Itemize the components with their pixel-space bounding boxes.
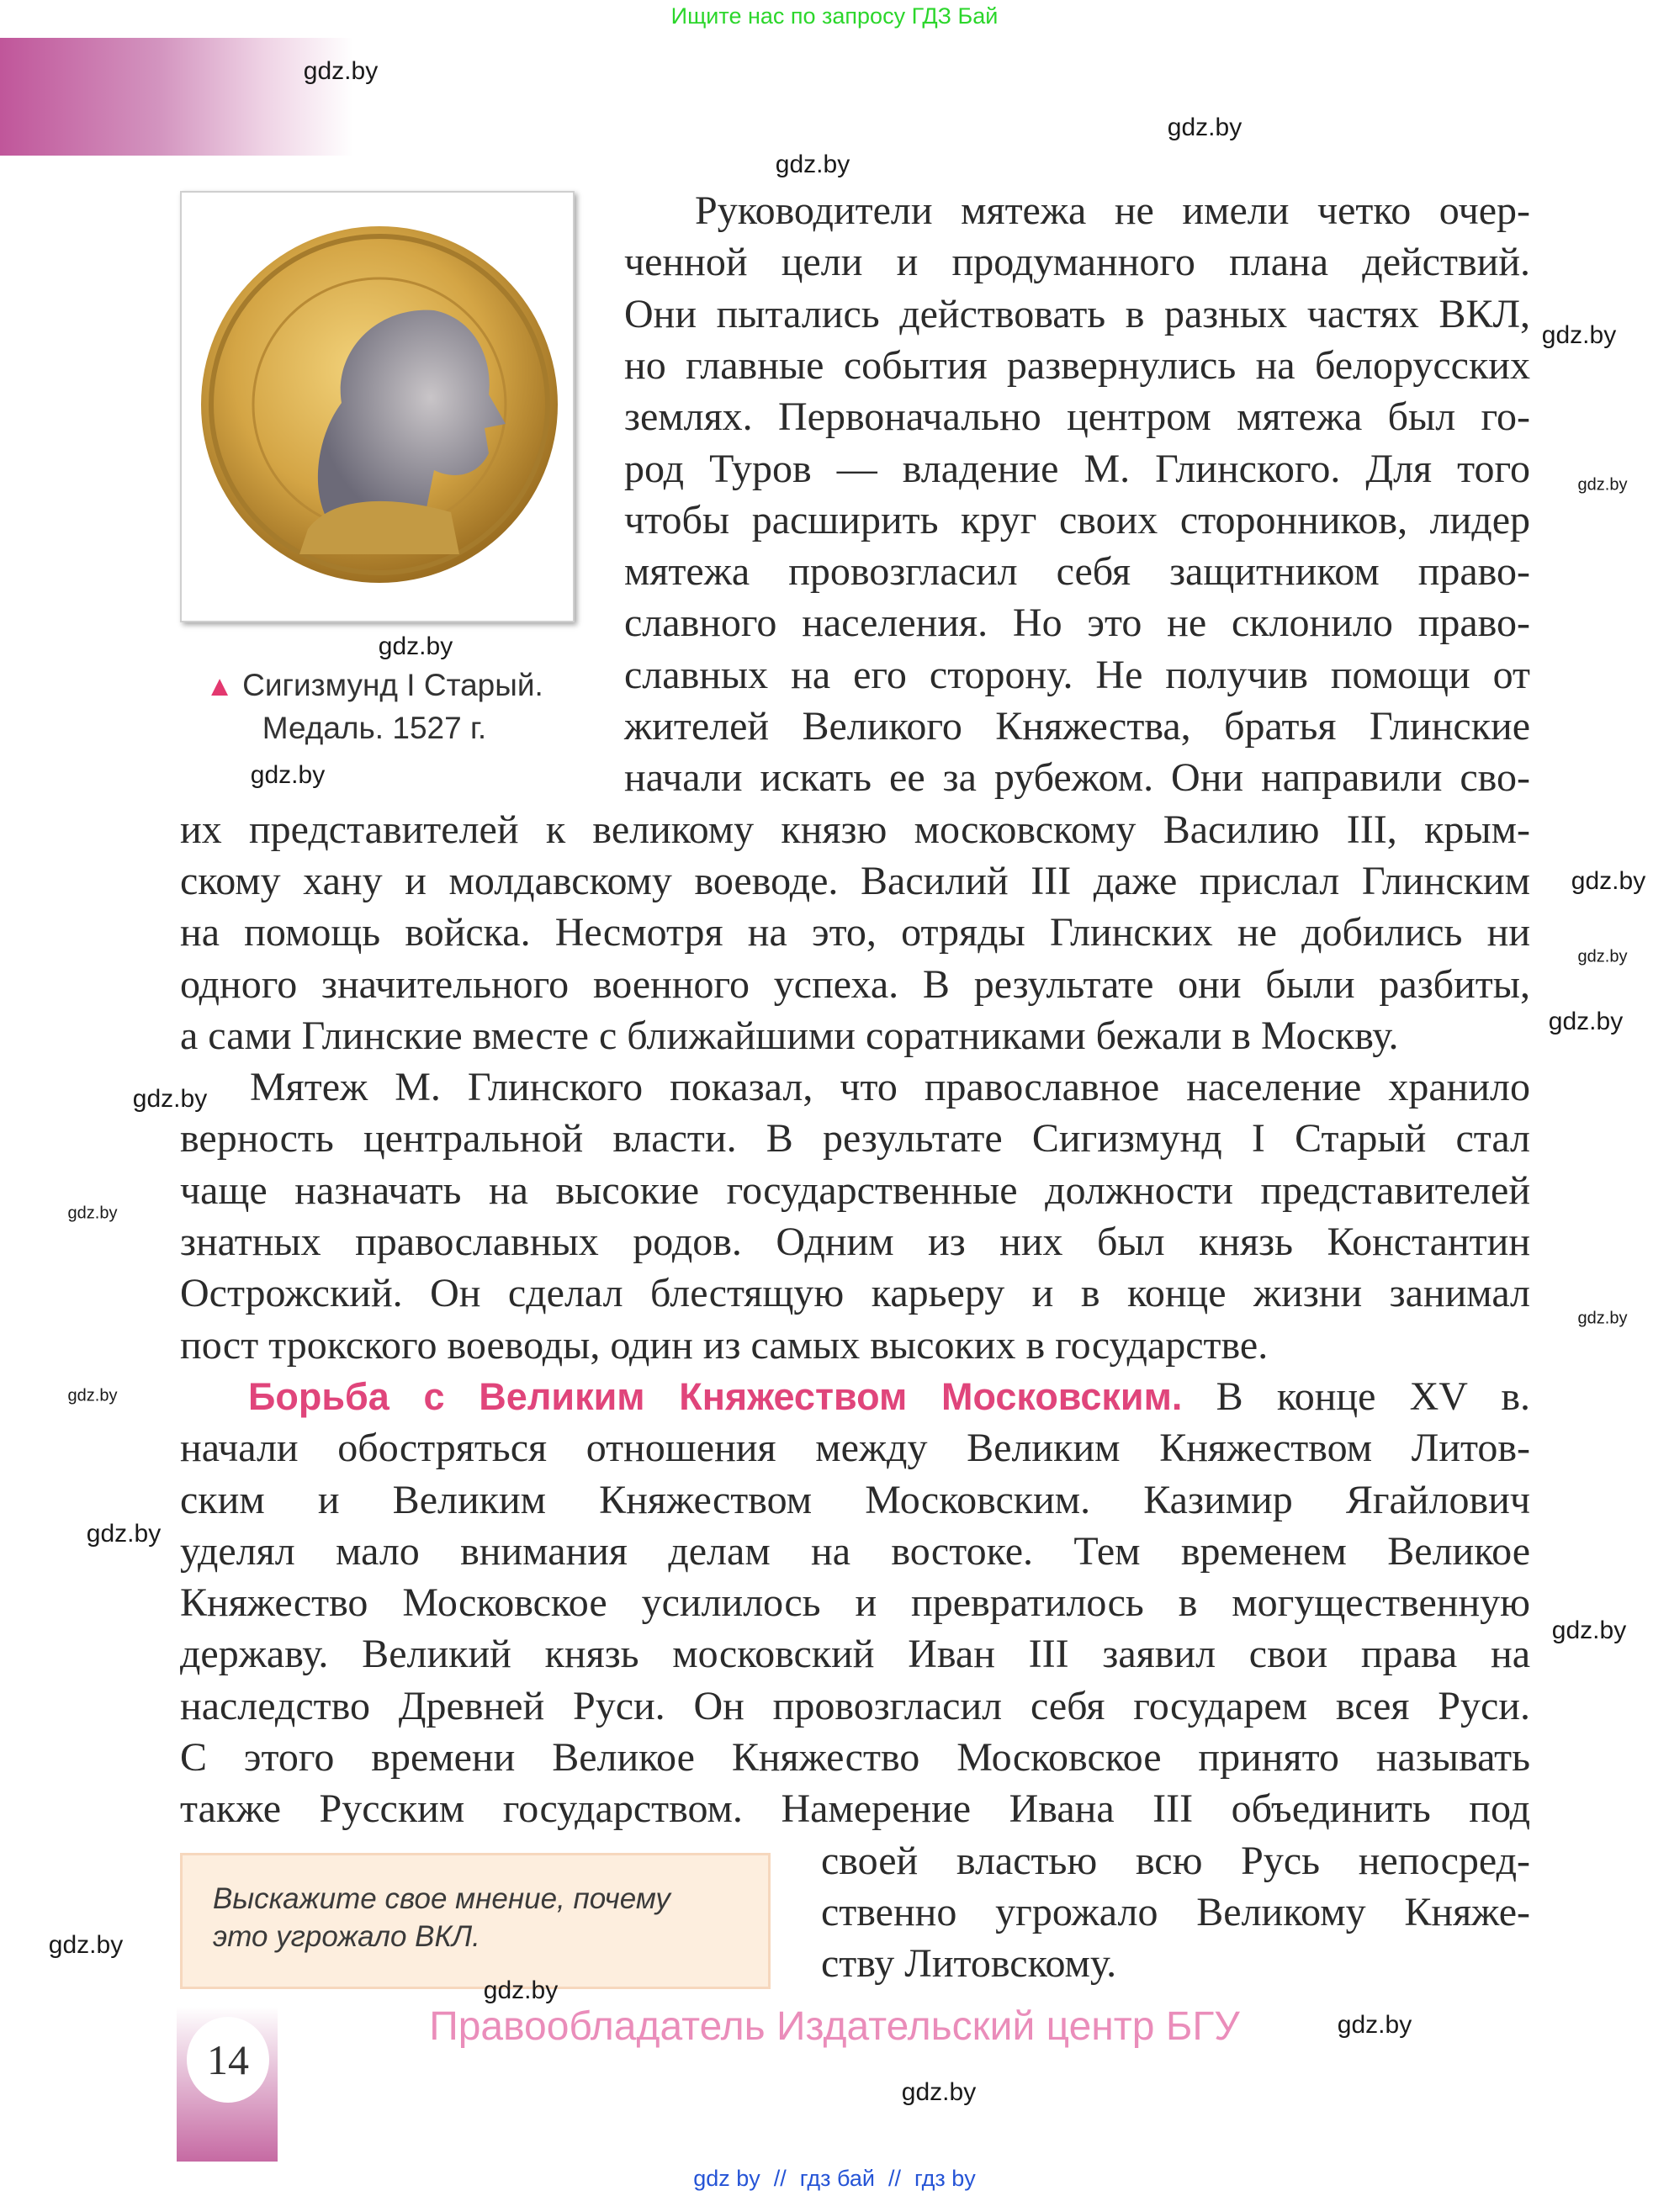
watermark: gdz.by [1577, 1309, 1628, 1328]
top-search-note: Ищите нас по запросу ГДЗ Бай [670, 3, 999, 29]
watermark: gdz.by [378, 632, 453, 660]
text-line: славного населения. Но это не склонило право- [624, 601, 1530, 646]
text-line: Руководители мятежа не имели четко очер- [695, 188, 1530, 233]
text-line: также Русским государством. Намерение Ивана III объединить под [180, 1786, 1530, 1832]
watermark: gdz.by [48, 1931, 124, 1959]
section-heading: Борьба с Великим Княжеством Московским. [248, 1374, 1183, 1418]
watermark: gdz.by [1337, 2011, 1412, 2039]
text-line: своей властью всю Русь непосред- [821, 1838, 1530, 1883]
text-line: С этого времени Великое Княжество Московское принято называть [180, 1735, 1530, 1780]
separator: // [773, 2166, 787, 2191]
text-line: ченной цели и продуманного плана действий. [624, 240, 1530, 285]
task-text-line: это угрожало ВКЛ. [213, 1920, 480, 1953]
watermark: gdz.by [1548, 1008, 1624, 1035]
text-line: ству Литовскому. [821, 1941, 1117, 1987]
watermark: gdz.by [775, 151, 850, 178]
watermark: gdz.by [132, 1085, 208, 1113]
watermark: gdz.by [86, 1520, 162, 1548]
watermark: gdz.by [483, 1977, 559, 2004]
watermark: gdz.by [1551, 1617, 1627, 1644]
caption-date: Медаль. 1527 г. [262, 711, 487, 745]
text-line: род Туров — владение М. Глинского. Для того [624, 446, 1530, 491]
text-line: но главные события развернулись на белорусских [624, 342, 1530, 388]
task-box [180, 1853, 771, 1989]
text-line: одного значительного военного успеха. В результате они были разбиты, [180, 961, 1530, 1007]
text-line [248, 1371, 1530, 1422]
bottom-links [0, 2166, 1669, 2192]
text-line: Они пытались действовать в разных частях ВКЛ, [624, 291, 1530, 336]
text-line: уделял мало внимания делам на востоке. Тем временем Великое [180, 1528, 1530, 1574]
text-line: наследство Древней Руси. Он провозгласил себя государем всея Руси. [180, 1683, 1530, 1728]
watermark: gdz.by [303, 57, 379, 85]
page-number: 14 [187, 2017, 269, 2103]
watermark: gdz.by [1571, 867, 1646, 895]
link-gdz-bai[interactable]: гдз бай [799, 2166, 875, 2191]
caption-title: Сигизмунд I Старый. [242, 668, 543, 702]
text-line: Острожский. Он сделал блестящую карьеру и в конце жизни занимал [180, 1271, 1530, 1316]
text-line: жителей Великого Княжества, братья Глинские [624, 704, 1530, 749]
link-gdz-by[interactable]: gdz by [693, 2166, 760, 2191]
text-line: чтобы расширить круг своих сторонников, лидер [624, 497, 1530, 542]
text-line: начали искать ее за рубежом. Они направили сво- [624, 755, 1530, 801]
text-line: на помощь войска. Несмотря на это, отряды Глинских не добились ни [180, 910, 1530, 955]
watermark: gdz.by [67, 1204, 118, 1223]
watermark: gdz.by [1577, 475, 1628, 495]
text-line-rest: В конце XV в. [1216, 1373, 1530, 1419]
text-line: а сами Глинские вместе с ближайшими соратниками бежали в Москву. [180, 1013, 1399, 1058]
link-gdz-by-2[interactable]: гдз by [914, 2166, 976, 2191]
text-line: верность центральной власти. В результате Сигизмунд I Старый стал [180, 1116, 1530, 1162]
text-line: землях. Первоначально центром мятежа был го- [624, 394, 1530, 440]
watermark: gdz.by [250, 761, 326, 789]
text-line: мятежа провозгласил себя защитником право- [624, 549, 1530, 595]
text-line: Мятеж М. Глинского показал, что православное население хранило [250, 1065, 1530, 1110]
watermark: gdz.by [1541, 321, 1617, 349]
text-line: скому хану и молдавскому воеводе. Василий III даже прислал Глинским [180, 858, 1530, 903]
text-line: знатных православных родов. Одним из них был князь Константин [180, 1220, 1530, 1264]
watermark: gdz.by [1577, 947, 1628, 966]
watermark: gdz.by [901, 2078, 977, 2106]
text-line: державу. Великий князь московский Иван III заявил свои права на [180, 1632, 1530, 1677]
copyright-notice: Правообладатель Издательский центр БГУ [429, 2004, 1240, 2049]
watermark: gdz.by [67, 1386, 118, 1405]
text-line: ственно угрожало Великому Княже- [821, 1889, 1530, 1934]
separator: // [887, 2166, 901, 2191]
text-line: ским и Великим Княжеством Московским. Казимир Ягайлович [180, 1477, 1530, 1522]
header-gradient-bar [0, 38, 353, 156]
text-line: чаще назначать на высокие государственные должности представителей [180, 1167, 1530, 1213]
medal-image [180, 191, 575, 622]
task-text-line: Выскажите свое мнение, почему [213, 1882, 670, 1915]
triangle-marker-icon: ▲ [205, 670, 234, 702]
medal-illustration [182, 193, 573, 621]
text-line: славных на его сторону. Не получив помощи от [624, 652, 1530, 697]
text-line: их представителей к великому князю московскому Василию III, крым- [180, 807, 1530, 852]
figure-caption [172, 664, 576, 749]
text-line: пост трокского воеводы, один из самых высоких в государстве. [180, 1322, 1269, 1368]
text-line: начали обостряться отношения между Великим Княжеством Литов- [180, 1426, 1530, 1471]
watermark: gdz.by [1167, 114, 1242, 141]
text-line: Княжество Московское усилилось и превратилось в могущественную [180, 1580, 1530, 1626]
